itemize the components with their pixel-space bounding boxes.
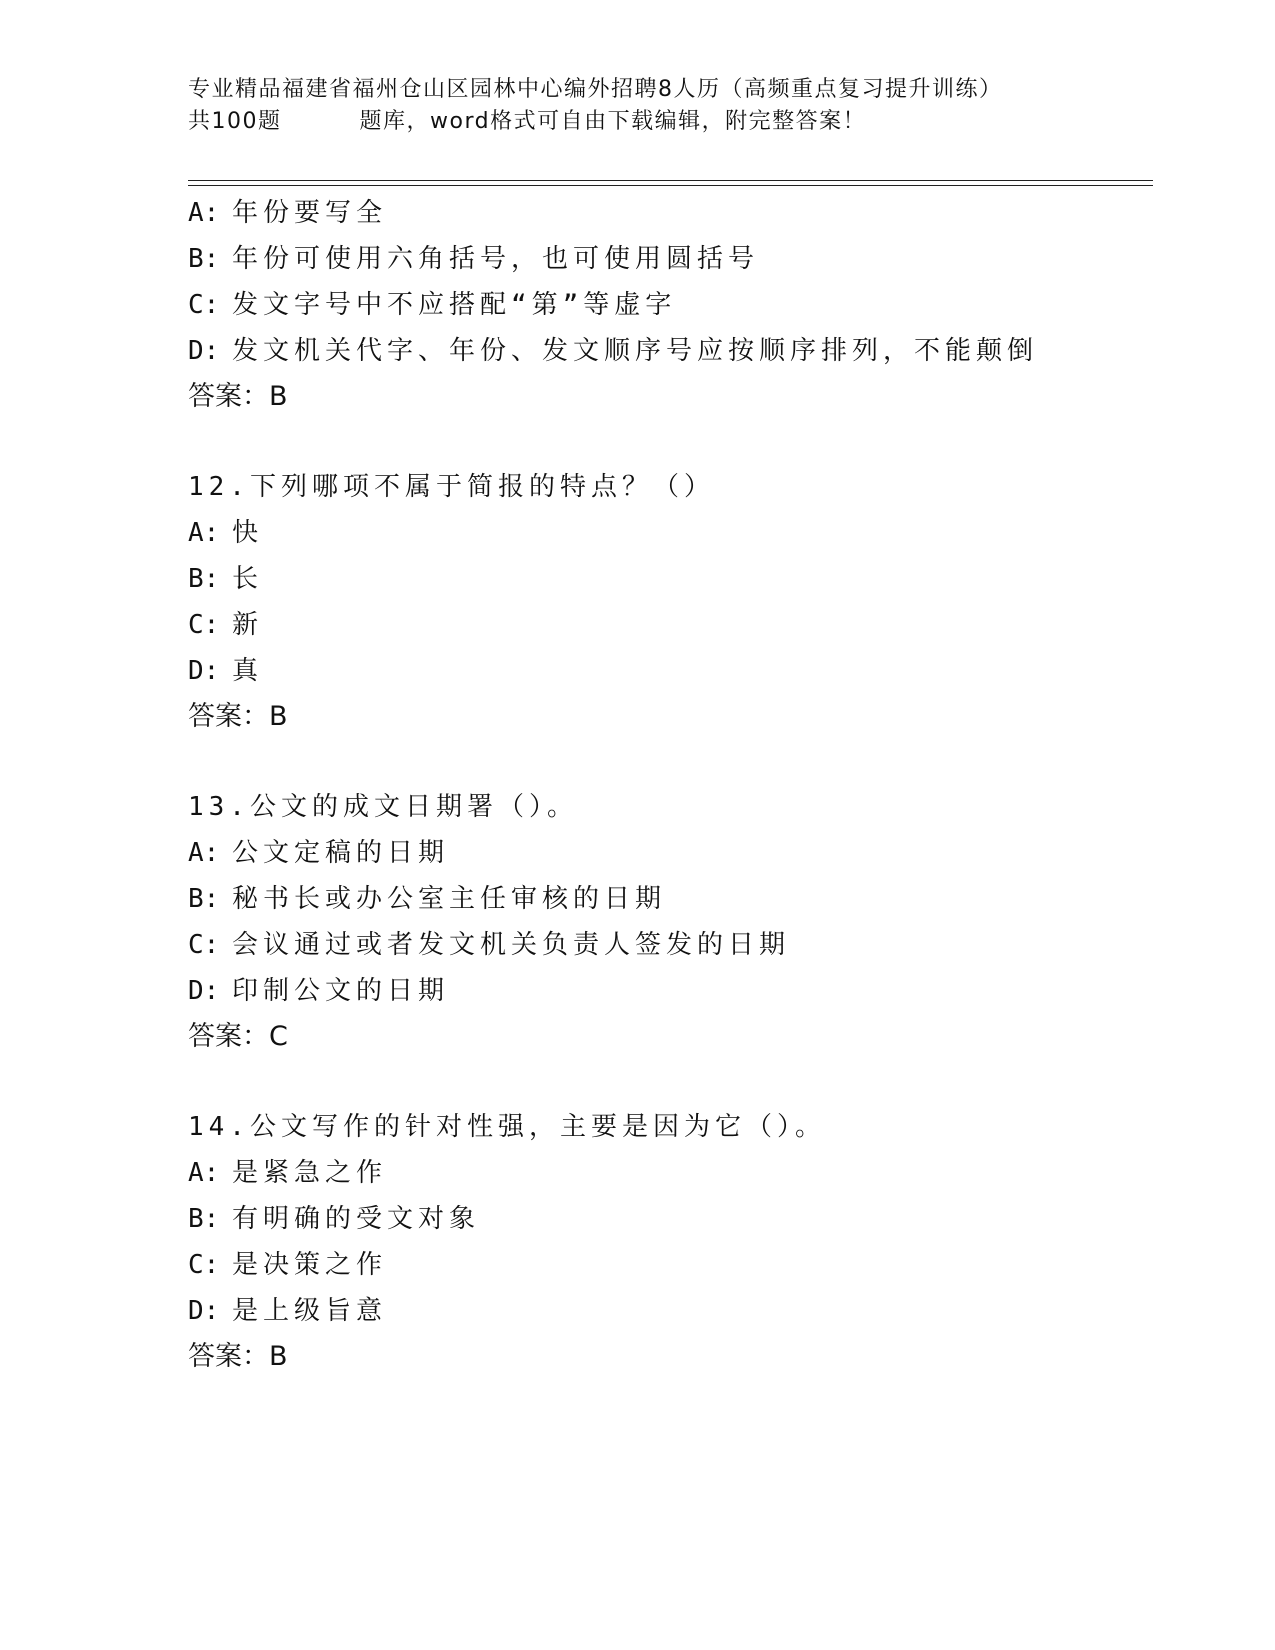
document-header <box>188 74 1148 138</box>
option-b: B: 秘书长或办公室主任审核的日期 <box>188 884 667 914</box>
option-b: B: 长 <box>188 564 264 594</box>
question-14 <box>188 1104 1148 1380</box>
question-12 <box>188 464 1148 740</box>
option-c: C: 新 <box>188 610 264 640</box>
option-b: B: 年份可使用六角括号，也可使用圆括号 <box>188 244 760 274</box>
header-question-count: 共100题 <box>188 109 282 134</box>
question-stem: 14.公文写作的针对性强，主要是因为它（）。 <box>188 1112 826 1142</box>
question-stem: 12.下列哪项不属于简报的特点？（） <box>188 472 715 502</box>
option-c: C: 会议通过或者发文机关负责人签发的日期 <box>188 930 791 960</box>
option-d: D: 发文机关代字、年份、发文顺序号应按顺序排列，不能颠倒 <box>188 336 1039 366</box>
answer-line: 答案：C <box>188 1021 288 1052</box>
question-stem: 13.公文的成文日期署（）。 <box>188 792 578 822</box>
option-b: B: 有明确的受文对象 <box>188 1204 481 1234</box>
answer-line: 答案：B <box>188 1341 288 1372</box>
header-divider-top <box>188 180 1153 181</box>
option-a: A: 年份要写全 <box>188 198 388 228</box>
option-a: A: 是紧急之作 <box>188 1158 388 1188</box>
answer-line: 答案：B <box>188 701 288 732</box>
header-divider-bottom <box>188 185 1153 186</box>
option-a: A: 快 <box>188 518 264 548</box>
header-title: 专业精品福建省福州仓山区园林中心编外招聘8人历（高频重点复习提升训练） <box>188 77 1003 102</box>
option-c: C: 发文字号中不应搭配“第”等虚字 <box>188 290 677 320</box>
header-subtitle <box>188 106 1148 138</box>
question-13 <box>188 784 1148 1060</box>
question-list <box>188 190 1148 1380</box>
option-d: D: 印制公文的日期 <box>188 976 450 1006</box>
option-a: A: 公文定稿的日期 <box>188 838 450 868</box>
answer-line: 答案：B <box>188 381 288 412</box>
option-c: C: 是决策之作 <box>188 1250 388 1280</box>
header-description: 题库，word格式可自由下载编辑，附完整答案！ <box>359 109 867 134</box>
question-11 <box>188 190 1148 420</box>
option-d: D: 真 <box>188 656 264 686</box>
option-d: D: 是上级旨意 <box>188 1296 388 1326</box>
